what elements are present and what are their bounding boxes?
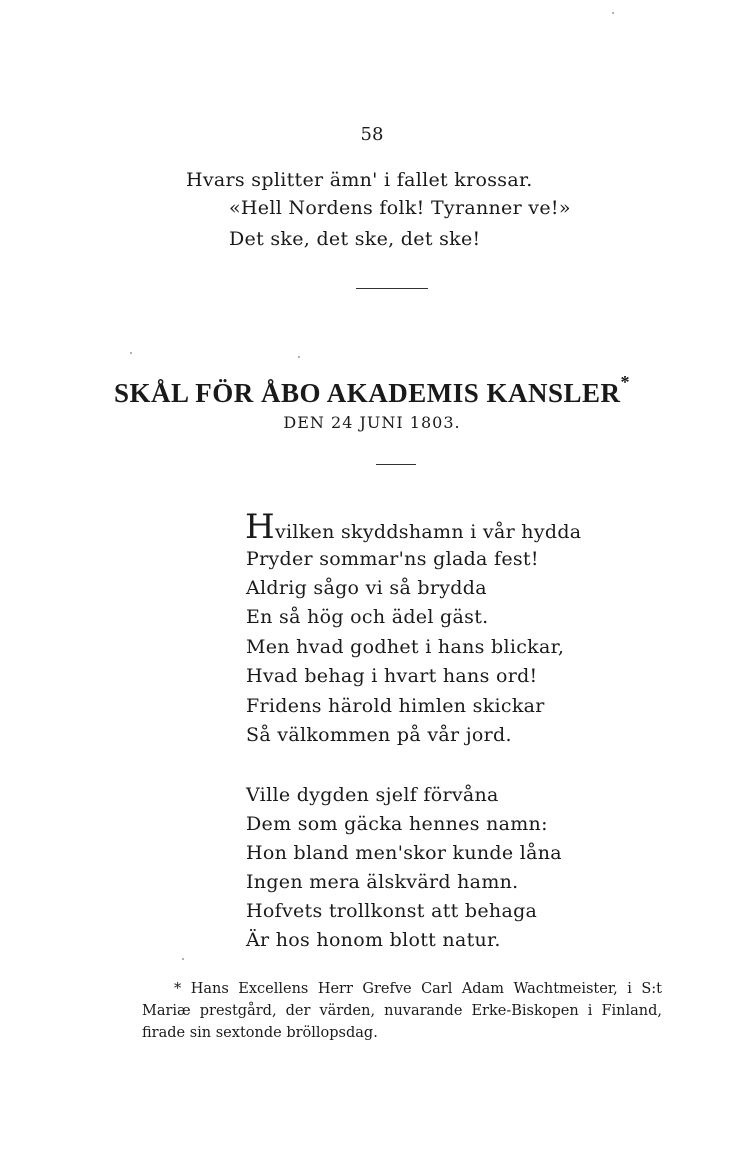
stanza2-line: Ingen mera älskvärd hamn. [246, 871, 519, 893]
footnote-text: Hans Excellens Herr Grefve Carl Adam Wachtmeister, i S:t Mariæ prestgård, der värden, nuvarande Erke-Biskopen i Finland, firade sin sextonde bröllopsdag. [142, 981, 662, 1041]
footnote [142, 978, 662, 1044]
stanza2-line: Hofvets trollkonst att behaga [246, 900, 538, 922]
stanza2-line: Är hos honom blott natur. [246, 929, 501, 951]
date-prefix: DEN [283, 413, 325, 432]
stanza1-line: Så välkommen på vår jord. [246, 724, 512, 746]
stanza1-first-line [245, 507, 582, 547]
scan-speck [130, 352, 132, 354]
stanza2-line: Dem som gäcka hennes namn: [246, 813, 548, 835]
stanza2-line: Ville dygden sjelf förvåna [246, 784, 499, 806]
previous-poem-line: «Hell Nordens folk! Tyranner ve!» [229, 197, 571, 219]
scan-speck [298, 356, 300, 358]
stanza1-line: Hvad behag i hvart hans ord! [246, 665, 538, 687]
previous-poem-line: Hvars splitter ämn' i fallet krossar. [186, 169, 533, 191]
stanza1-line: Aldrig sågo vi så brydda [246, 577, 487, 599]
date-month: JUNI [359, 413, 404, 432]
first-line-text: vilken skyddshamn i vår hydda [274, 521, 582, 543]
drop-cap: H [245, 507, 275, 547]
scan-speck [182, 958, 184, 960]
section-divider [356, 288, 428, 289]
footnote-mark: * [174, 981, 182, 997]
poem-title-text: SKÅL FÖR ÅBO AKADEMIS KANSLER [113, 378, 621, 408]
poem-date [0, 413, 744, 432]
stanza1-line: En så hög och ädel gäst. [246, 606, 489, 628]
poem-title [0, 372, 744, 409]
scan-speck [612, 12, 614, 14]
date-day: 24 [331, 413, 354, 432]
stanza1-line: Men hvad godhet i hans blickar, [246, 636, 565, 658]
title-footnote-mark: * [620, 372, 631, 392]
stanza1-line: Pryder sommar'ns glada fest! [246, 548, 539, 570]
stanza1-line: Fridens härold himlen skickar [246, 695, 545, 717]
previous-poem-line: Det ske, det ske, det ske! [229, 228, 481, 250]
date-year: 1803. [409, 413, 461, 432]
title-divider [376, 464, 416, 465]
stanza2-line: Hon bland men'skor kunde låna [246, 842, 562, 864]
page-number: 58 [360, 124, 384, 145]
